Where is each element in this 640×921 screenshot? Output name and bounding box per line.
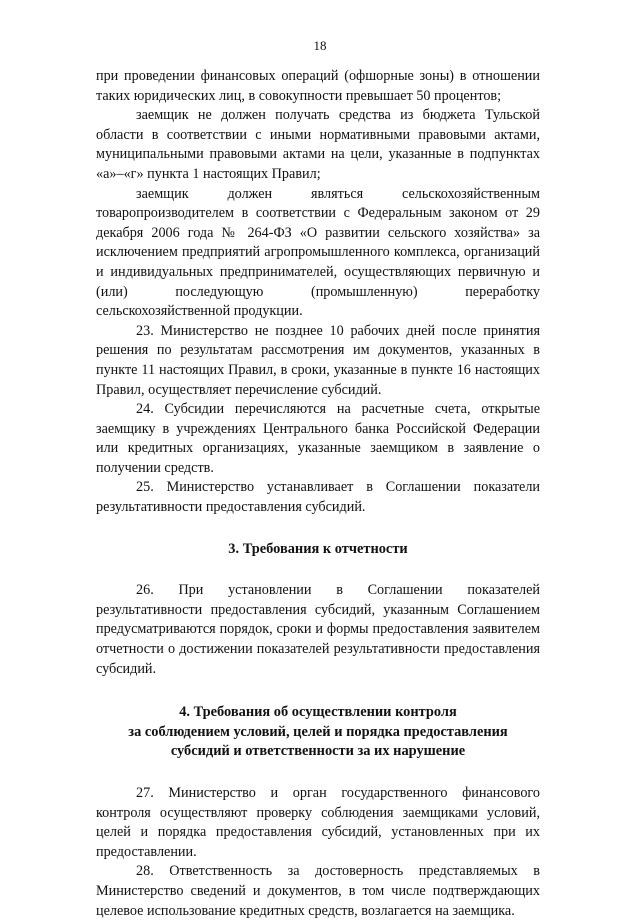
page-number: 18 <box>313 38 327 53</box>
section-3-heading-line: 3. Требования к отчетности <box>228 540 408 557</box>
paragraph-borrower-budget-funds: заемщик не должен получать средства из бюджета Тульской области в соответствии с иными нормативными правовыми актами, муниципальными правовыми актами на цели, указанные в подпунктах «а»–«г» пункта 1 настоящих Правил; <box>96 107 540 182</box>
paragraph-item-24: 24. Субсидии перечисляются на расчетные счета, открытые заемщику в учреждениях Центрального банка Российской Федерации или кредитных организациях, указанные заемщиком в заявление о получении средств. <box>96 401 540 476</box>
paragraph-borrower-producer: заемщик должен являться сельскохозяйственным товаропроизводителем в соответствии с Федеральным законом от 29 декабря 2006 года № 264-ФЗ «О развитии сельского хозяйства» за исключением предприятий агропромышленного комплекса, организаций и индивидуальных предпринимателей, осуществляющих первичную и (или) последующую (промышленную) переработку сельскохозяйственной продукции. <box>96 185 540 320</box>
section-4-heading-line-2: за соблюдением условий, целей и порядка предоставления <box>128 723 508 740</box>
paragraph-item-23: 23. Министерство не позднее 10 рабочих дней после принятия решения по результатам рассмотрения им документов, указанных в пункте 11 настоящих Правил, в сроки, указанные в пункте 16 настоящих Правил, осуществляет перечисление субсидий. <box>96 322 540 398</box>
paragraph-item-28: 28. Ответственность за достоверность представляемых в Министерство сведений и документов, в том числе подтверждающих целевое использование кредитных средств, возлагается на заемщика. <box>96 863 540 919</box>
paragraph-item-25: 25. Министерство устанавливает в Соглашении показатели результативности предоставления субсидий. <box>96 479 540 516</box>
paragraph-item-27: 27. Министерство и орган государственного финансового контроля осуществляют проверку соблюдения заемщиками условий, целей и порядка предоставления субсидий, установленных при их предоставлении. <box>96 785 540 860</box>
section-3-heading <box>96 540 540 560</box>
document-body <box>96 67 540 921</box>
section-4-heading-line-1: 4. Требования об осуществлении контроля <box>179 704 457 721</box>
paragraph-offshore-continuation: при проведении финансовых операций (офшорные зоны) в отношении таких юридических лиц, в совокупности превышает 50 процентов; <box>96 68 540 104</box>
paragraph-item-26: 26. При установлении в Соглашении показателей результативности предоставления субсидий, указанным Соглашением предусматриваются порядок, сроки и формы предоставления заявителем отчетности о достижении показателей результативности предоставления субсидий. <box>96 582 540 677</box>
section-4-heading <box>96 703 540 762</box>
section-4-heading-line-3: субсидий и ответственности за их нарушение <box>170 743 466 760</box>
